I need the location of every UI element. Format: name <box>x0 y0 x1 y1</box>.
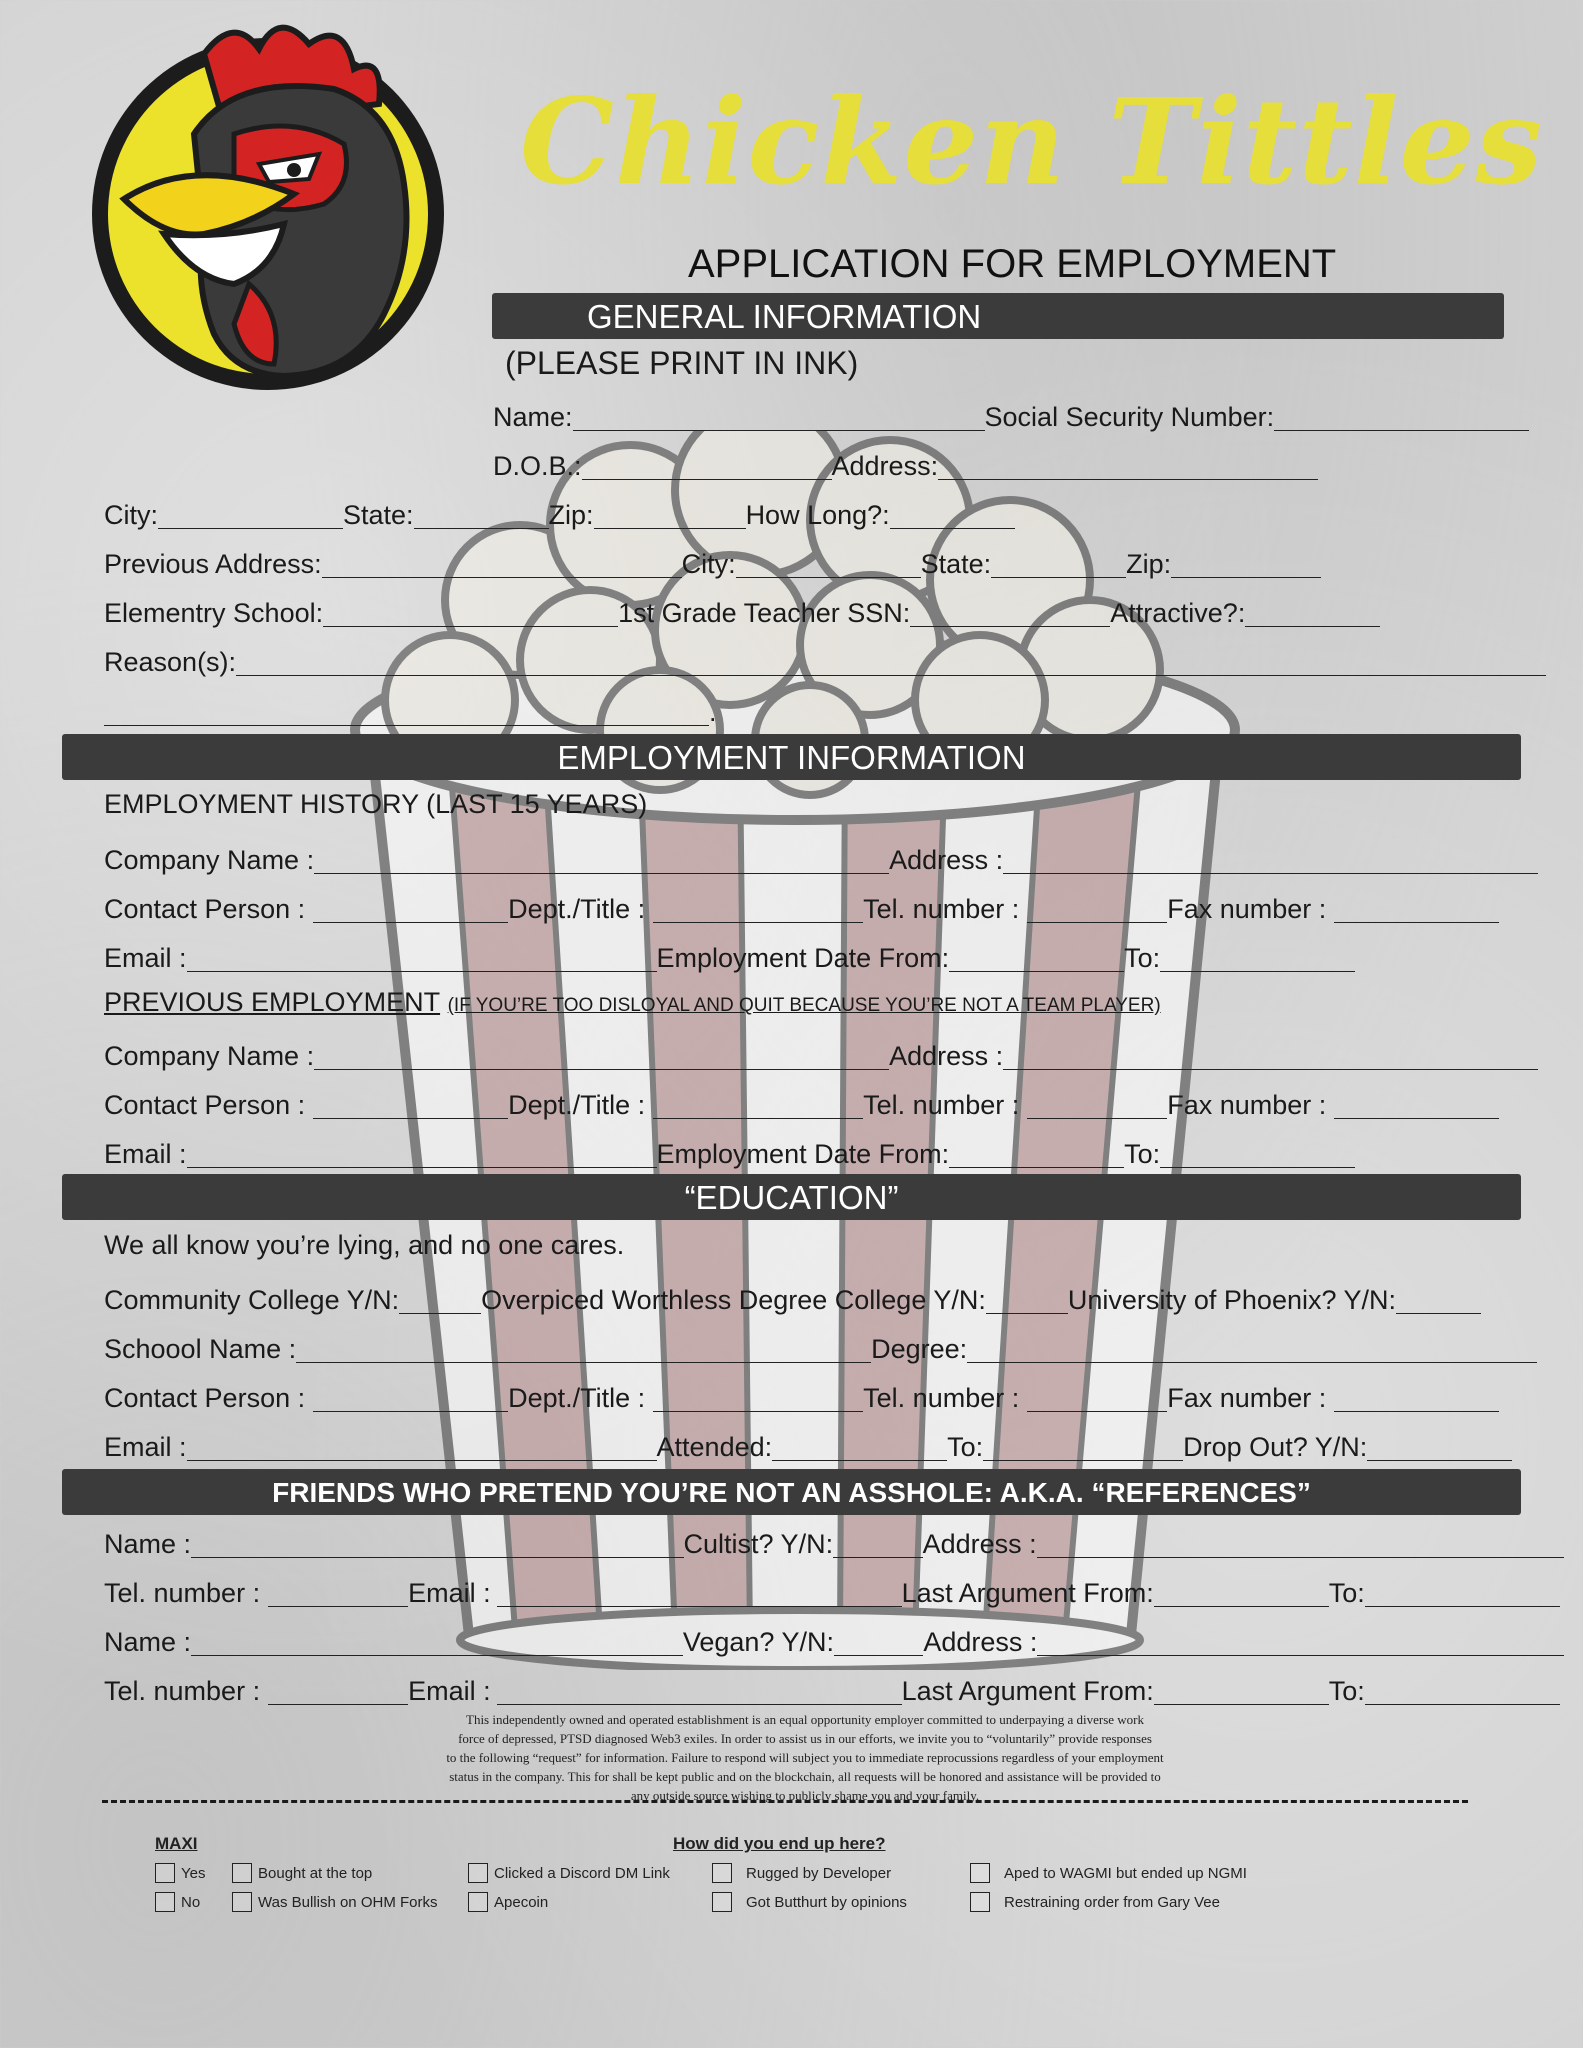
section-bar-education <box>62 1174 1521 1220</box>
row-reasons <box>104 640 1564 680</box>
label-prev-email: Email : <box>104 1139 187 1169</box>
label-tel: Tel. number : <box>863 894 1020 924</box>
label-dob: D.O.B.: <box>493 451 582 481</box>
label-overpriced: Overpiced Worthless Degree College Y/N: <box>481 1285 986 1315</box>
label-dropout: Drop Out? Y/N: <box>1183 1432 1368 1462</box>
label-how-long: How Long?: <box>745 500 890 530</box>
field-ref1-email[interactable] <box>497 1605 902 1607</box>
field-edu-dept[interactable] <box>653 1410 863 1412</box>
field-ref2-email[interactable] <box>497 1703 902 1705</box>
field-overpriced[interactable] <box>986 1312 1068 1314</box>
field-attended-to[interactable] <box>983 1459 1183 1461</box>
label-ref2-email: Email : <box>408 1676 491 1706</box>
field-edu-fax[interactable] <box>1334 1410 1499 1412</box>
checkbox-label: Rugged by Developer <box>746 1864 892 1882</box>
label-edu-contact: Contact Person : <box>104 1383 306 1413</box>
label-prev-emp-address: Address : <box>889 1041 1004 1071</box>
disclaimer-line: any outside source wishing to publicly shame you and your family. <box>630 1788 980 1803</box>
checkbox-label: Got Butthurt by opinions <box>746 1893 907 1911</box>
field-edu-contact[interactable] <box>313 1410 508 1412</box>
checkbox-label: Clicked a Discord DM Link <box>494 1864 670 1882</box>
employment-history-heading: EMPLOYMENT HISTORY (LAST 15 YEARS) <box>104 789 648 819</box>
checkbox-square-icon[interactable] <box>712 1892 732 1912</box>
row-prev-email <box>104 1132 1564 1172</box>
checkbox-butthurt[interactable] <box>712 1892 907 1912</box>
field-prev-city[interactable] <box>736 576 921 578</box>
label-address: Address: <box>831 451 939 481</box>
field-prev-dept[interactable] <box>653 1117 863 1119</box>
rooster-logo <box>84 14 452 406</box>
field-ref2-address[interactable] <box>1037 1654 1564 1656</box>
label-first-grade: 1st Grade Teacher SSN: <box>618 598 911 628</box>
label-edu-tel: Tel. number : <box>863 1383 1020 1413</box>
label-email: Email : <box>104 943 187 973</box>
row-ref2-name <box>104 1620 1564 1660</box>
field-ref2-tel[interactable] <box>268 1703 408 1705</box>
row-school <box>104 1327 1564 1367</box>
disclaimer-line: force of depressed, PTSD diagnosed Web3 exiles. In order to assist us in our efforts, we invite you to “voluntarily” provide responses <box>458 1731 1152 1746</box>
row-college-types <box>104 1278 1564 1318</box>
field-ref2-last-arg[interactable] <box>1154 1703 1329 1705</box>
row-reasons-2 <box>104 690 1564 730</box>
label-dept: Dept./Title : <box>508 894 646 924</box>
checkbox-discord[interactable] <box>468 1863 670 1883</box>
row-prev-address <box>104 542 1564 582</box>
field-email[interactable] <box>187 970 657 972</box>
field-city[interactable] <box>158 527 343 529</box>
label-date-from: Employment Date From: <box>656 943 950 973</box>
field-ref1-address[interactable] <box>1037 1556 1564 1558</box>
label-emp-address: Address : <box>889 845 1004 875</box>
field-phoenix[interactable] <box>1396 1312 1481 1314</box>
brand-name: Chicken Tittles <box>520 72 1544 211</box>
label-company: Company Name : <box>104 845 315 875</box>
label-ssn: Social Security Number: <box>984 402 1275 432</box>
row-ref2-contact <box>104 1669 1564 1709</box>
checkbox-square-icon[interactable] <box>468 1863 488 1883</box>
field-degree[interactable] <box>967 1361 1537 1363</box>
checkbox-bought-top[interactable] <box>232 1863 372 1883</box>
checkbox-square-icon[interactable] <box>155 1892 175 1912</box>
label-community: Community College Y/N: <box>104 1285 400 1315</box>
checkbox-label: Bought at the top <box>258 1864 373 1882</box>
checkbox-rugged[interactable] <box>712 1863 891 1883</box>
disclaimer-line: status in the company. This for shall be kept public and on the blockchain, all requests will be honored and assistance will be provided to <box>449 1769 1161 1784</box>
label-prev-address: Previous Address: <box>104 549 322 579</box>
checkbox-apecoin[interactable] <box>468 1892 548 1912</box>
field-dept[interactable] <box>653 921 863 923</box>
field-ref2-to[interactable] <box>1365 1703 1560 1705</box>
row-email <box>104 936 1564 976</box>
label-prev-date-from: Employment Date From: <box>656 1139 950 1169</box>
label-city: City: <box>104 500 158 530</box>
checkbox-square-icon[interactable] <box>970 1892 990 1912</box>
field-ssn[interactable] <box>1274 429 1529 431</box>
disclaimer-line: This independently owned and operated establishment is an equal opportunity employer committed to underpaying a diverse work <box>466 1712 1144 1727</box>
field-prev-zip[interactable] <box>1171 576 1321 578</box>
prev-heading-text: PREVIOUS EMPLOYMENT <box>104 987 441 1017</box>
row-contact <box>104 887 1564 927</box>
section-bar-references <box>62 1469 1521 1515</box>
print-note: (PLEASE PRINT IN INK) <box>505 345 859 381</box>
row-dob-address <box>493 444 1583 484</box>
field-edu-tel[interactable] <box>1027 1410 1167 1412</box>
field-edu-email[interactable] <box>187 1459 657 1461</box>
section-bar-employment <box>62 734 1521 780</box>
field-prev-fax[interactable] <box>1334 1117 1499 1119</box>
label-prev-date-to: To: <box>1124 1139 1161 1169</box>
field-zip[interactable] <box>594 527 746 529</box>
field-reasons-line-2[interactable] <box>104 724 709 726</box>
label-contact: Contact Person : <box>104 894 306 924</box>
field-prev-emp-address[interactable] <box>1003 1068 1538 1070</box>
checkbox-square-icon[interactable] <box>155 1863 175 1883</box>
field-company[interactable] <box>314 872 889 874</box>
label-fax: Fax number : <box>1167 894 1327 924</box>
label-ref2-last-arg: Last Argument From: <box>901 1676 1154 1706</box>
label-ref1-email: Email : <box>408 1578 491 1608</box>
label-ref1-address: Address : <box>922 1529 1037 1559</box>
checkbox-label: Apecoin <box>494 1893 549 1911</box>
field-state[interactable] <box>414 527 549 529</box>
section-title-education: “EDUCATION” <box>684 1179 899 1216</box>
field-prev-date-to[interactable] <box>1160 1166 1355 1168</box>
field-elem-school[interactable] <box>323 625 618 627</box>
label-ref1-to: To: <box>1328 1578 1365 1608</box>
label-edu-fax: Fax number : <box>1167 1383 1327 1413</box>
row-city-state <box>104 493 1564 533</box>
label-ref2-address: Address : <box>923 1627 1038 1657</box>
field-how-long[interactable] <box>890 527 1015 529</box>
field-attractive[interactable] <box>1245 625 1380 627</box>
field-prev-tel[interactable] <box>1027 1117 1167 1119</box>
label-zip: Zip: <box>548 500 594 530</box>
field-date-from[interactable] <box>949 970 1124 972</box>
how-heading: How did you end up here? <box>673 1834 886 1853</box>
education-intro: We all know you’re lying, and no one cares. <box>104 1230 625 1260</box>
disclaimer <box>340 1710 1270 1805</box>
label-phoenix: University of Phoenix? Y/N: <box>1067 1285 1397 1315</box>
row-ref1-contact <box>104 1571 1564 1611</box>
field-prev-email[interactable] <box>187 1166 657 1168</box>
checkbox-square-icon[interactable] <box>970 1863 990 1883</box>
checkbox-square-icon[interactable] <box>232 1892 252 1912</box>
field-prev-company[interactable] <box>314 1068 889 1070</box>
checkbox-square-icon[interactable] <box>232 1863 252 1883</box>
label-prev-fax: Fax number : <box>1167 1090 1327 1120</box>
row-elem-school <box>104 591 1564 631</box>
label-attended: Attended: <box>656 1432 773 1462</box>
label-state: State: <box>343 500 414 530</box>
section-bar-general <box>492 293 1504 339</box>
label-date-to: To: <box>1124 943 1161 973</box>
label-degree: Degree: <box>871 1334 968 1364</box>
checkbox-label: Restraining order from Gary Vee <box>1004 1893 1220 1911</box>
label-prev-city: City: <box>681 549 736 579</box>
label-prev-zip: Zip: <box>1126 549 1172 579</box>
field-vegan[interactable] <box>834 1654 923 1656</box>
field-emp-address[interactable] <box>1003 872 1538 874</box>
row-ref1-name <box>104 1522 1564 1562</box>
field-address[interactable] <box>938 478 1318 480</box>
field-name[interactable] <box>573 429 985 431</box>
field-date-to[interactable] <box>1160 970 1355 972</box>
maxi-heading: MAXI <box>155 1834 198 1853</box>
section-title-references: FRIENDS WHO PRETEND YOU’RE NOT AN ASSHOLE: A.K.A. “REFERENCES” <box>272 1477 1311 1508</box>
disclaimer-line: to the following “request” for information. Failure to respond will subject you to immediate reprocussions regardless of your employment <box>446 1750 1164 1765</box>
field-prev-contact[interactable] <box>313 1117 508 1119</box>
checkbox-label: No <box>181 1893 201 1911</box>
label-edu-email: Email : <box>104 1432 187 1462</box>
field-cultist[interactable] <box>833 1556 923 1558</box>
cut-line-divider <box>102 1800 1468 1809</box>
checkbox-aped[interactable] <box>970 1863 1247 1883</box>
checkbox-yes[interactable] <box>155 1863 205 1883</box>
label-prev-state: State: <box>920 549 992 579</box>
checkbox-square-icon[interactable] <box>712 1863 732 1883</box>
field-ref1-last-arg[interactable] <box>1154 1605 1329 1607</box>
label-reasons: Reason(s): <box>104 647 237 677</box>
label-prev-dept: Dept./Title : <box>508 1090 646 1120</box>
previous-employment-heading <box>104 987 1161 1018</box>
section-title-employment: EMPLOYMENT INFORMATION <box>557 739 1026 776</box>
row-prev-contact <box>104 1083 1564 1123</box>
field-prev-date-from[interactable] <box>949 1166 1124 1168</box>
row-edu-email <box>104 1425 1564 1465</box>
field-tel[interactable] <box>1027 921 1167 923</box>
label-school: Schoool Name : <box>104 1334 297 1364</box>
label-cultist: Cultist? Y/N: <box>683 1529 834 1559</box>
label-prev-contact: Contact Person : <box>104 1090 306 1120</box>
checkbox-label: Was Bullish on OHM Forks <box>258 1893 438 1911</box>
field-prev-address[interactable] <box>322 576 682 578</box>
field-community[interactable] <box>399 1312 481 1314</box>
field-first-grade[interactable] <box>910 625 1110 627</box>
field-dropout[interactable] <box>1367 1459 1512 1461</box>
checkbox-square-icon[interactable] <box>468 1892 488 1912</box>
label-vegan: Vegan? Y/N: <box>682 1627 834 1657</box>
field-fax[interactable] <box>1334 921 1499 923</box>
row-prev-company <box>104 1034 1564 1074</box>
field-ref1-tel[interactable] <box>268 1605 408 1607</box>
row-name-ssn <box>493 395 1583 435</box>
checkbox-bullish-ohm[interactable] <box>232 1892 437 1912</box>
label-attractive: Attractive?: <box>1110 598 1246 628</box>
checkbox-restraining[interactable] <box>970 1892 1220 1912</box>
field-ref2-name[interactable] <box>191 1654 683 1656</box>
label-ref2-name: Name : <box>104 1627 192 1657</box>
section-title-general: GENERAL INFORMATION <box>587 298 982 335</box>
field-reasons[interactable] <box>236 674 1546 676</box>
field-school[interactable] <box>296 1361 871 1363</box>
field-contact[interactable] <box>313 921 508 923</box>
checkbox-no[interactable] <box>155 1892 200 1912</box>
label-prev-company: Company Name : <box>104 1041 315 1071</box>
field-ref1-name[interactable] <box>191 1556 683 1558</box>
checkbox-label: Aped to WAGMI but ended up NGMI <box>1004 1864 1247 1882</box>
field-ref1-to[interactable] <box>1365 1605 1560 1607</box>
row-company <box>104 838 1564 878</box>
label-elem-school: Elementry School: <box>104 598 324 628</box>
field-dob[interactable] <box>582 478 832 480</box>
label-name: Name: <box>493 402 573 432</box>
label-ref2-tel: Tel. number : <box>104 1676 261 1706</box>
label-ref2-to: To: <box>1328 1676 1365 1706</box>
label-edu-dept: Dept./Title : <box>508 1383 646 1413</box>
field-prev-state[interactable] <box>991 576 1126 578</box>
row-edu-contact <box>104 1376 1564 1416</box>
field-attended[interactable] <box>772 1459 947 1461</box>
label-ref1-tel: Tel. number : <box>104 1578 261 1608</box>
label-ref1-name: Name : <box>104 1529 192 1559</box>
label-attended-to: To: <box>947 1432 984 1462</box>
reasons-period: . <box>709 697 717 727</box>
label-prev-tel: Tel. number : <box>863 1090 1020 1120</box>
label-ref1-last-arg: Last Argument From: <box>901 1578 1154 1608</box>
page-title: APPLICATION FOR EMPLOYMENT <box>688 242 1337 286</box>
checkbox-label: Yes <box>181 1864 206 1882</box>
prev-heading-note: (IF YOU’RE TOO DISLOYAL AND QUIT BECAUSE YOU’RE NOT A TEAM PLAYER) <box>447 995 1161 1016</box>
